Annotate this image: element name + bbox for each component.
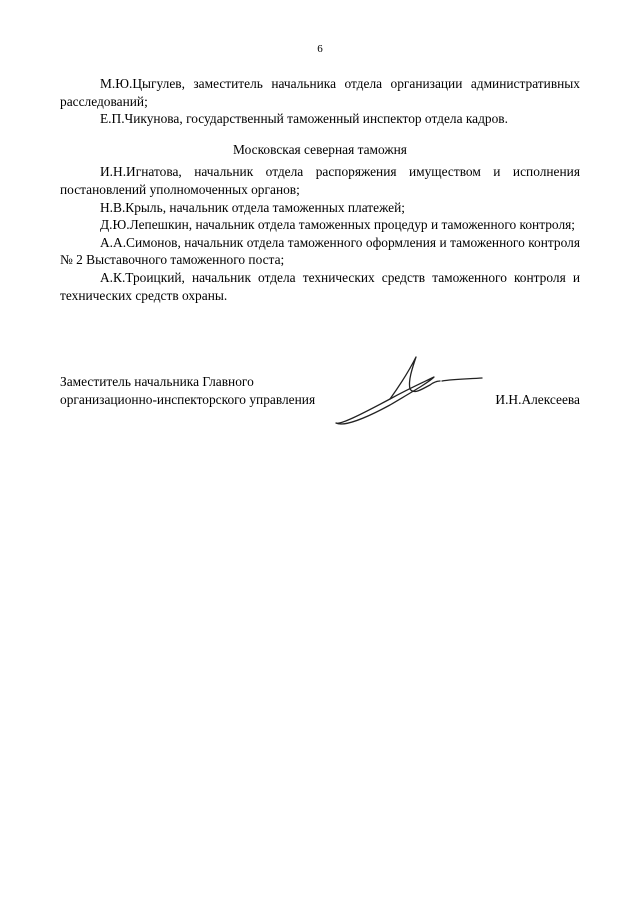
signatory-title — [60, 373, 360, 408]
paragraph: А.К.Троицкий, начальник отдела технических средств таможенного контроля и технических средств охраны. — [60, 269, 580, 303]
paragraph: Д.Ю.Лепешкин, начальник отдела таможенных процедур и таможенного контроля; — [100, 217, 576, 233]
signatory-title-line: Заместитель начальника Главного — [60, 374, 254, 389]
signatory-title-line: организационно-инспекторского управления — [60, 391, 316, 407]
paragraph: И.Н.Игнатова, начальник отдела распоряжения имуществом и исполнения постановлений уполномоченных органов; — [60, 164, 580, 197]
paragraph: Е.П.Чикунова, государственный таможенный инспектор отдела кадров. — [100, 111, 508, 127]
paragraph: М.Ю.Цыгулев, заместитель начальника отдела организации административных расследований; — [60, 76, 580, 109]
document-body — [60, 75, 580, 304]
signatory-name: И.Н.Алексеева — [495, 391, 580, 407]
page-number: 6 — [317, 43, 323, 55]
paragraph: Н.В.Крыль, начальник отдела таможенных платежей; — [100, 199, 406, 215]
paragraph: А.А.Симонов, начальник отдела таможенного оформления и таможенного контроля № 2 Выставочного таможенного поста; — [60, 234, 580, 268]
signature-icon — [330, 355, 490, 430]
section-heading: Московская северная таможня — [233, 141, 407, 157]
